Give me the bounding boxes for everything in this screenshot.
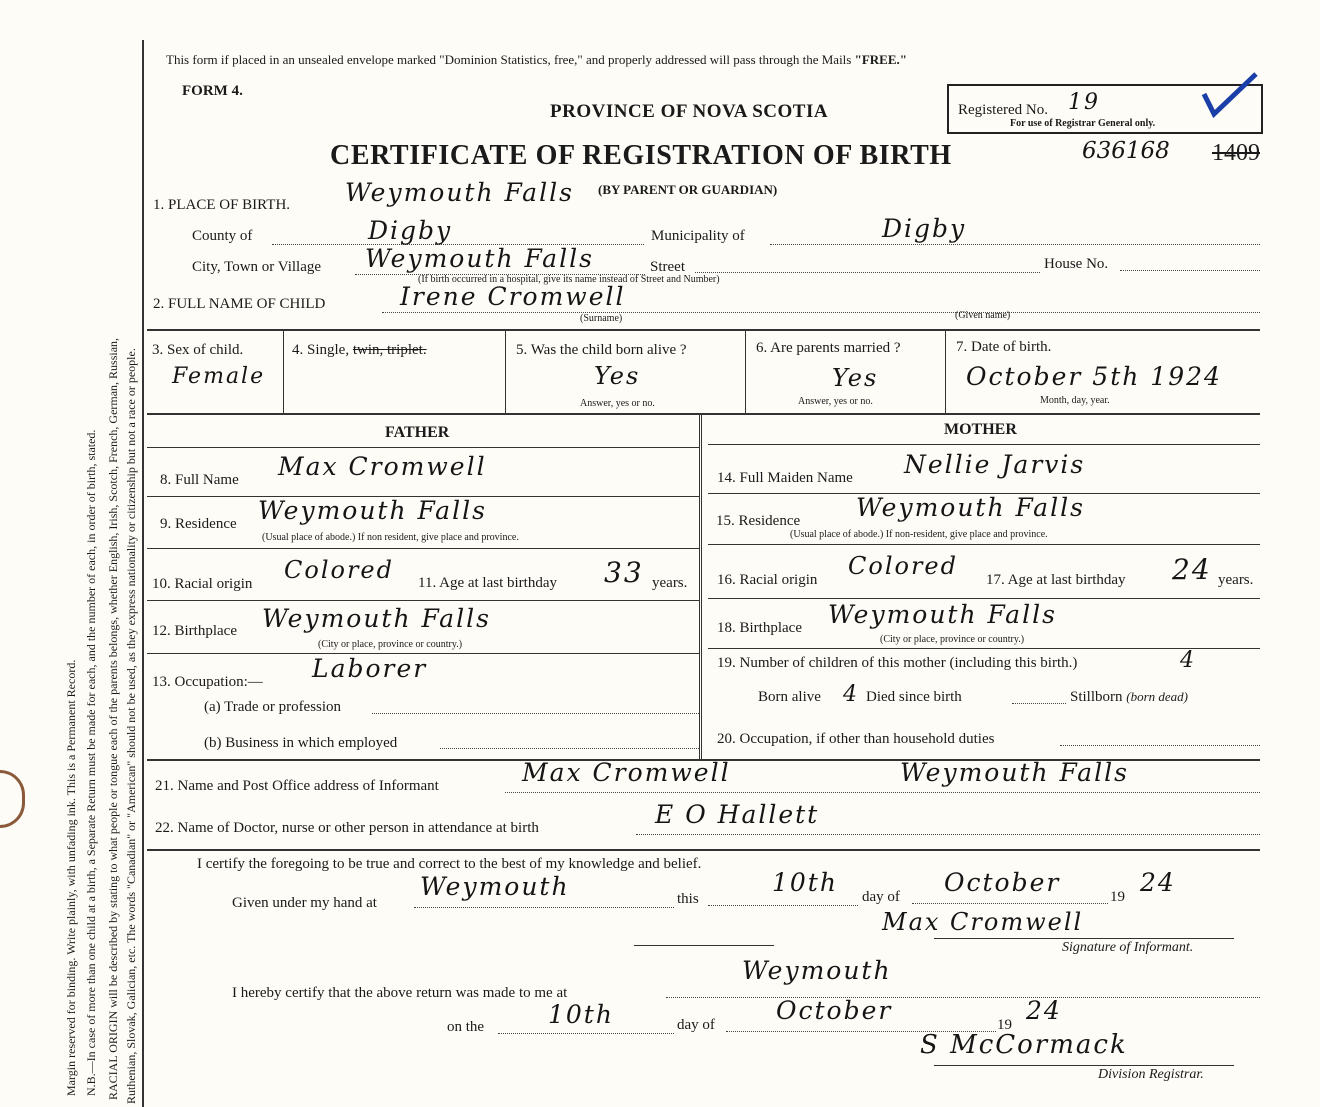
cert-day-line (708, 905, 858, 906)
father-racial-value: Colored (284, 556, 394, 584)
business-label: (b) Business in which employed (204, 735, 398, 751)
sex-value: Female (172, 364, 266, 389)
cert-day-of-label: day of (862, 889, 900, 905)
boxes-top-rule (147, 329, 1260, 331)
stillborn-label: Stillborn (born dead) (1070, 689, 1189, 705)
father-heading-rule (147, 447, 699, 448)
single-label: 4. Single, twin, triplet. (292, 342, 427, 358)
this-label: this (677, 891, 699, 907)
mother-occupation-label: 20. Occupation, if other than household duties (717, 731, 995, 747)
house-label: House No. (1044, 256, 1109, 272)
father-racial-rule (147, 600, 699, 601)
born-alive-label: 5. Was the child born alive ? (516, 342, 687, 358)
mother-residence-value: Weymouth Falls (856, 493, 1085, 522)
mother-age-label: 17. Age at last birthday (986, 572, 1126, 588)
father-residence-label: 9. Residence (160, 516, 237, 532)
certification-top-rule (147, 849, 1260, 851)
registrar-statement: I hereby certify that the above return was made to me at (232, 985, 568, 1001)
municipality-line (770, 244, 1260, 245)
mother-heading-rule (708, 444, 1260, 445)
informant-line (505, 792, 1260, 793)
place-of-birth-value: Weymouth Falls (345, 178, 574, 207)
by-parent-note: (BY PARENT OR GUARDIAN) (598, 182, 778, 197)
father-residence-value: Weymouth Falls (258, 496, 487, 525)
city-label: City, Town or Village (192, 259, 322, 275)
margin-note-4: Ruthenian, Slovak, Galician, etc. The words "Canadian" or "American" should not be used, as they express nationality or citizenship but not a race or people. (124, 348, 138, 1104)
doctor-label: 22. Name of Doctor, nurse or other person in attendance at birth (155, 820, 539, 836)
registrar-place-line (666, 997, 1260, 998)
margin-note-1: Margin reserved for binding. Write plainly, with unfading ink. This is a Permanent Record. (64, 659, 78, 1096)
checkmark-icon (1200, 70, 1260, 120)
doctor-line (636, 834, 1260, 835)
child-name-label: 2. FULL NAME OF CHILD (153, 296, 326, 312)
on-the-label: on the (447, 1019, 485, 1035)
margin-note-3: RACIAL ORIGIN will be described by stating to what people or tongue each of the parents belongs, whether English, Irish, Scotch, French, German, Russian, (106, 337, 120, 1100)
street-label: Street (650, 259, 685, 275)
given-name-note: (Given name) (955, 310, 1011, 321)
form-number: FORM 4. (182, 83, 243, 99)
father-residence-note: (Usual place of abode.) If non resident, give place and province. (262, 532, 519, 543)
county-value: Digby (368, 216, 453, 245)
cert-year-value: 24 (1140, 868, 1176, 897)
boxes-bottom-rule (147, 413, 1260, 415)
binding-margin-line (142, 40, 144, 1107)
died-since-birth-label: Died since birth (866, 689, 962, 705)
mother-racial-rule (708, 598, 1260, 599)
mother-residence-rule (708, 544, 1260, 545)
surname-note: (Surname) (580, 313, 623, 324)
municipality-label: Municipality of (651, 228, 745, 244)
mother-occupation-line (1060, 745, 1260, 746)
mother-residence-label: 15. Residence (716, 513, 801, 529)
father-heading: FATHER (385, 424, 450, 441)
hospital-note: (If birth occurred in a hospital, give its name instead of Street and Number) (418, 274, 720, 285)
informant-signature-line (934, 938, 1234, 939)
cert-month-value: October (944, 868, 1061, 897)
date-of-birth-note: Month, day, year. (1040, 395, 1110, 406)
father-racial-label: 10. Racial origin (152, 576, 253, 592)
certificate-title: CERTIFICATE OF REGISTRATION OF BIRTH (330, 140, 952, 171)
mother-children-label: 19. Number of children of this mother (including this birth.) (717, 655, 1078, 671)
father-birthplace-note: (City or place, province or country.) (318, 639, 463, 650)
county-label: County of (192, 228, 253, 244)
child-name-value: Irene Cromwell (400, 282, 626, 311)
mother-age-value: 24 (1172, 553, 1212, 586)
father-name-label: 8. Full Name (160, 472, 239, 488)
certify-statement: I certify the foregoing to be true and correct to the best of my knowledge and belief. (197, 856, 702, 872)
mother-name-value: Nellie Jarvis (904, 450, 1086, 479)
doctor-value: E O Hallett (655, 800, 820, 829)
mother-birthplace-label: 18. Birthplace (717, 620, 802, 636)
mother-name-label: 14. Full Maiden Name (717, 470, 853, 486)
registrar-signature-line (934, 1065, 1234, 1066)
place-of-birth-label: 1. PLACE OF BIRTH. (153, 197, 291, 213)
binding-hole-mark (0, 770, 25, 828)
mother-racial-value: Colored (848, 552, 958, 580)
born-alive-value: Yes (594, 362, 641, 390)
registrar-month-value: October (776, 996, 893, 1025)
registrar-day-line (498, 1033, 674, 1034)
registrar-signature-label: Division Registrar. (1098, 1067, 1204, 1082)
trade-label: (a) Trade or profession (204, 699, 342, 715)
registrar-year-prefix: 19 (997, 1017, 1012, 1033)
municipality-value: Digby (882, 214, 967, 243)
sex-label: 3. Sex of child. (152, 342, 244, 358)
father-birthplace-label: 12. Birthplace (152, 623, 237, 639)
registrar-signature: S McCormack (920, 1030, 1128, 1060)
box-divider-2 (505, 331, 506, 413)
registrar-place-value: Weymouth (742, 956, 892, 985)
box-divider-1 (283, 331, 284, 413)
father-years: years. (652, 575, 688, 591)
informant-label: 21. Name and Post Office address of Informant (155, 778, 439, 794)
registrar-day-of-label: day of (677, 1017, 715, 1033)
father-name-value: Max Cromwell (278, 452, 487, 481)
business-line (440, 748, 699, 749)
box-divider-4 (945, 331, 946, 413)
father-occupation-value: Laborer (312, 654, 428, 683)
father-birthplace-value: Weymouth Falls (262, 604, 491, 633)
house-line (1120, 270, 1260, 271)
registrar-year-value: 24 (1026, 996, 1062, 1025)
child-name-line (382, 312, 1260, 313)
given-place-line (414, 907, 674, 908)
mother-birthplace-note: (City or place, province or country.) (880, 634, 1025, 645)
trade-line (372, 713, 699, 714)
informant-address-value: Weymouth Falls (900, 758, 1129, 787)
born-alive-count-label: Born alive (758, 689, 821, 705)
father-residence-rule (147, 548, 699, 549)
mother-heading: MOTHER (944, 421, 1017, 438)
province-heading: PROVINCE OF NOVA SCOTIA (550, 101, 829, 122)
registered-label: Registered No. (958, 102, 1048, 118)
given-place-value: Weymouth (420, 872, 570, 901)
struck-number: 1409 (1212, 140, 1260, 166)
cert-day-value: 10th (772, 868, 838, 897)
mail-notice: This form if placed in an unsealed envelope marked "Dominion Statistics, free," and properly addressed will pass through the Mails "FREE." (166, 52, 907, 67)
column-divider (699, 415, 702, 760)
died-line (1012, 703, 1066, 704)
informant-name-value: Max Cromwell (522, 758, 731, 787)
informant-signature: Max Cromwell (882, 908, 1084, 936)
married-label: 6. Are parents married ? (756, 340, 901, 356)
mother-birthplace-value: Weymouth Falls (828, 600, 1057, 629)
mother-racial-label: 16. Racial origin (717, 572, 818, 588)
file-number: 636168 (1082, 138, 1170, 164)
married-note: Answer, yes or no. (798, 396, 873, 407)
margin-note-2: N.B.—In case of more than one child at a birth, a Separate Return must be made for each, and the number of each, in order of birth, stated. (84, 429, 98, 1096)
father-occupation-label: 13. Occupation:— (152, 674, 263, 690)
cert-year-prefix: 19 (1110, 889, 1125, 905)
mother-years: years. (1218, 572, 1254, 588)
registered-value: 19 (1068, 90, 1100, 115)
registrar-day-value: 10th (548, 1000, 614, 1029)
date-of-birth-label: 7. Date of birth. (956, 339, 1052, 355)
mother-children-value: 4 (1180, 648, 1196, 673)
city-value: Weymouth Falls (365, 244, 594, 273)
married-value: Yes (832, 364, 879, 392)
born-alive-count-value: 4 (843, 682, 859, 707)
registered-note: For use of Registrar General only. (1010, 118, 1156, 129)
born-alive-note: Answer, yes or no. (580, 398, 655, 409)
father-age-label: 11. Age at last birthday (418, 575, 557, 591)
separator-short-line (634, 945, 774, 946)
cert-month-line (912, 903, 1108, 904)
informant-signature-label: Signature of Informant. (1062, 940, 1194, 955)
father-age-value: 33 (604, 556, 644, 589)
date-of-birth-value: October 5th 1924 (966, 362, 1222, 391)
mother-birthplace-rule (708, 648, 1260, 649)
street-line (695, 272, 1040, 273)
given-under-hand-label: Given under my hand at (232, 895, 377, 911)
mother-residence-note: (Usual place of abode.) If non-resident, give place and province. (790, 529, 1048, 540)
box-divider-3 (745, 331, 746, 413)
